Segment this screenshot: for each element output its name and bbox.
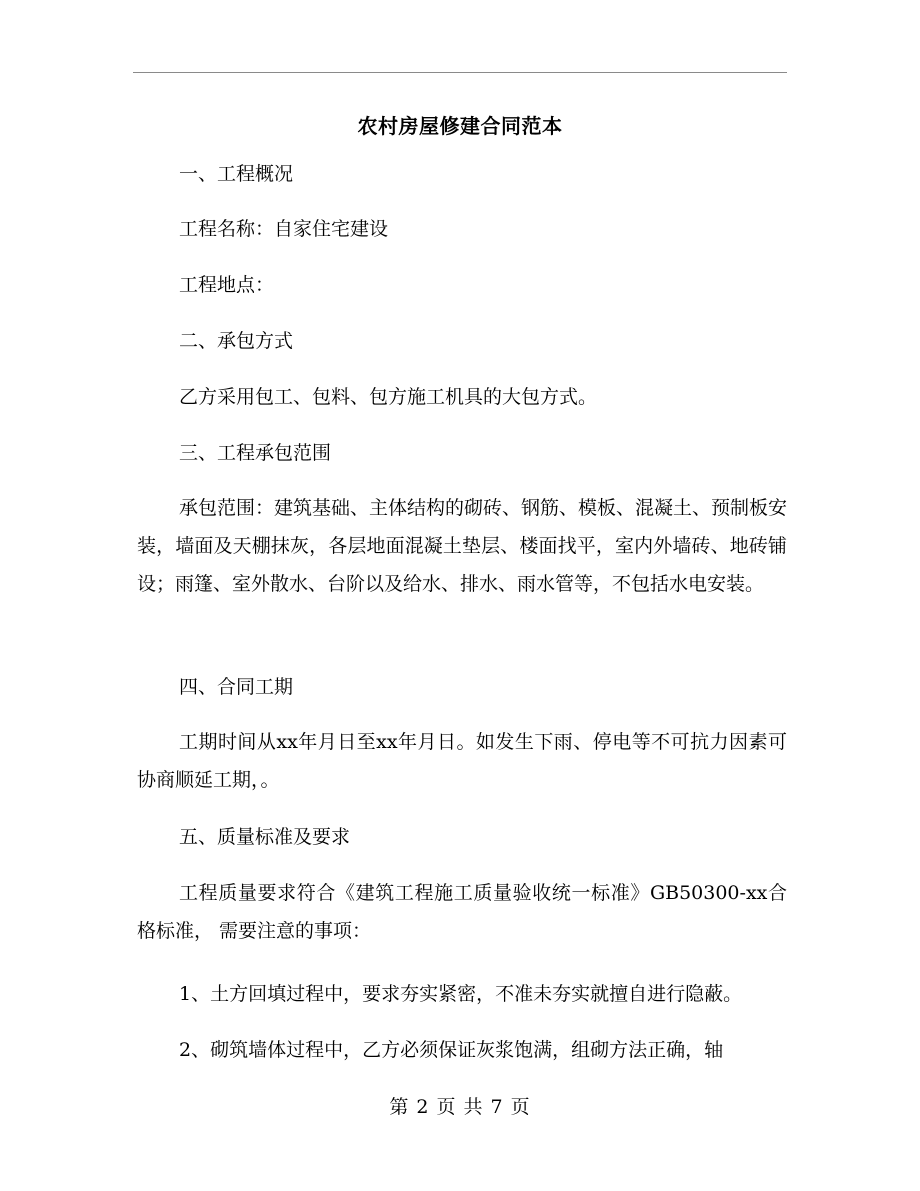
paragraph-contract-period: 工期时间从xx年月日至xx年月日。如发生下雨、停电等不可抗力因素可协商顺延工期，。 — [137, 731, 787, 791]
header-rule — [133, 72, 787, 73]
paragraph-project-location: 工程地点： — [179, 274, 275, 296]
section-heading-2: 二、承包方式 — [179, 330, 294, 352]
document-title: 农村房屋修建合同范本 — [357, 114, 563, 138]
section-heading-3: 三、工程承包范围 — [179, 442, 332, 464]
section-heading-4: 四、合同工期 — [179, 676, 294, 698]
paragraph-item-2: 2、砌筑墙体过程中，乙方必须保证灰浆饱满，组砌方法正确，轴 — [179, 1039, 724, 1061]
section-heading-5: 五、质量标准及要求 — [179, 826, 351, 848]
section-heading-1: 一、工程概况 — [179, 163, 294, 185]
paragraph-item-1: 1、土方回填过程中，要求夯实紧密，不准未夯实就擅自进行隐蔽。 — [179, 983, 743, 1005]
paragraph-project-name: 工程名称：自家住宅建设 — [179, 218, 389, 240]
paragraph-contract-method: 乙方采用包工、包料、包方施工机具的大包方式。 — [179, 386, 598, 408]
page-number: 第 2 页 共 7 页 — [389, 1096, 531, 1118]
paragraph-quality-standard: 工程质量要求符合《建筑工程施工质量验收统一标准》GB50300-xx合格标准， 需要注意的事项： — [137, 882, 787, 942]
paragraph-contract-scope: 承包范围：建筑基础、主体结构的砌砖、钢筋、模板、混凝土、预制板安装，墙面及天棚抹灰，各层地面混凝土垫层、楼面找平，室内外墙砖、地砖铺设；雨篷、室外散水、台阶以及给水、排水、雨水管等，不包括水电安装。 — [137, 497, 788, 595]
